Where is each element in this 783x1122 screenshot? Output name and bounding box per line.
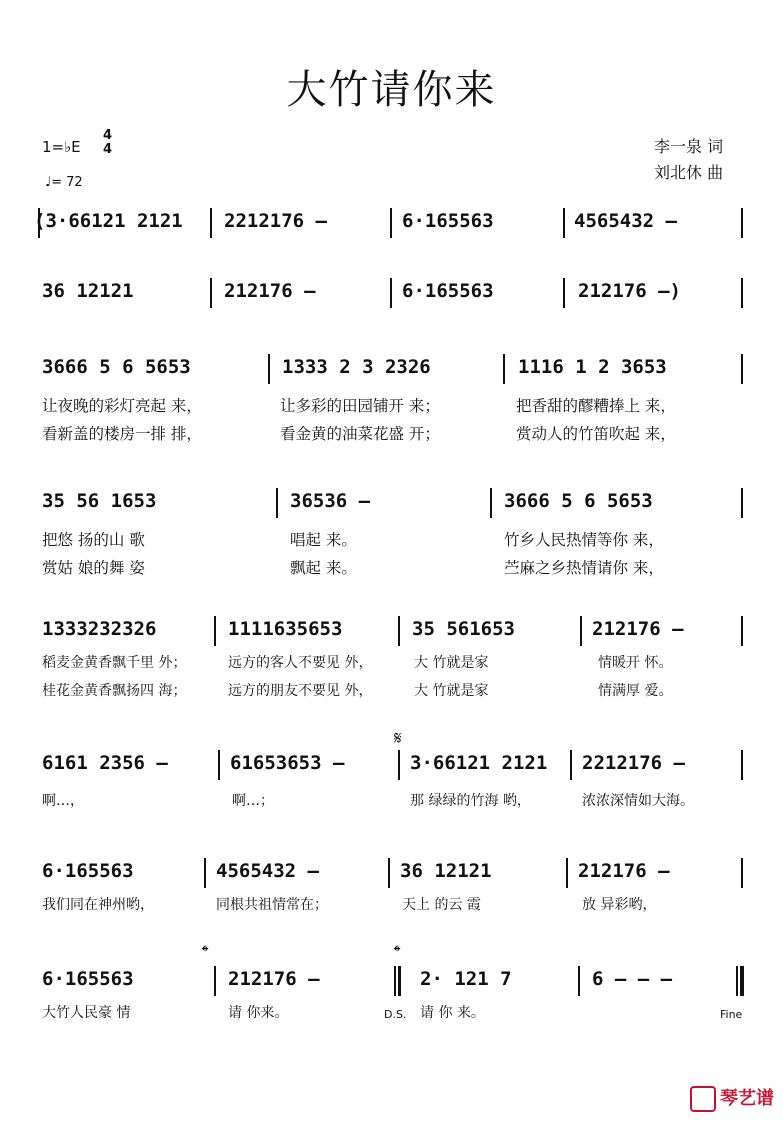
measure: 2· 121 7 (420, 968, 512, 990)
piano-logo-icon (690, 1086, 716, 1112)
measure: 212176 – (224, 280, 316, 302)
measure: 6·165563 (42, 968, 134, 990)
measure: 6161 2356 – (42, 752, 168, 774)
lyric: 啊…， (42, 793, 84, 809)
lyric: 请 你 来。 (420, 1005, 485, 1021)
measure: 2212176 – (582, 752, 685, 774)
time-signature-bottom: 4 (103, 142, 113, 157)
lyric: 竹乡人民热情等你 来， (504, 531, 664, 549)
key-signature: 1=♭E (42, 138, 81, 156)
measure: 1333232326 (42, 618, 157, 640)
lyric: 苎麻之乡热情请你 来， (504, 559, 664, 577)
lyricist-credit: 李一泉 词 (654, 137, 724, 156)
lyric: 看金黄的油菜花盛 开； (280, 425, 440, 443)
measure: 6·165563 (42, 860, 134, 882)
tempo-marking: ♩= 72 (45, 175, 83, 190)
measure: 6 – – – (592, 968, 673, 990)
lyric: 情暖开 怀。 (598, 655, 673, 671)
measure: 4565432 – (574, 210, 677, 232)
page-title: 大竹请你来 (286, 67, 497, 113)
lyric: 大 竹就是家 (414, 683, 489, 699)
lyric: 看新盖的楼房一排 排， (42, 425, 202, 443)
lyric: 让夜晚的彩灯亮起 来， (42, 397, 202, 415)
lyric: 把香甜的醪糟捧上 来， (516, 397, 676, 415)
measure: 6·165563 (402, 280, 494, 302)
measure: 4565432 – (216, 860, 319, 882)
measure: 212176 – (578, 860, 670, 882)
lyric: 把悠 扬的山 歌 (42, 531, 145, 549)
lyric: 同根共祖情常在； (216, 897, 328, 913)
time-signature (103, 129, 112, 157)
lyric: 放 异彩哟， (582, 897, 657, 913)
watermark-logo (690, 1084, 774, 1112)
segno-icon: 𝄋 (394, 728, 402, 749)
coda-icon: 𝄌 (202, 942, 209, 963)
composer-credit: 刘北休 曲 (654, 163, 724, 182)
lyric: 大竹人民豪 情 (42, 1005, 131, 1021)
watermark-text: 琴艺谱 (720, 1088, 774, 1109)
coda-icon: 𝄌 (394, 942, 401, 963)
lyric: 天上 的云 霞 (402, 897, 481, 913)
lyric: 远方的朋友不要见 外， (228, 683, 373, 699)
lyric: 浓浓深情如大海。 (582, 793, 694, 809)
measure: 36536 – (290, 490, 371, 512)
lyric: 请 你来。 (228, 1005, 289, 1021)
measure: 35 56 1653 (42, 490, 157, 512)
measure: 212176 –) (578, 280, 681, 302)
lyric: 情满厚 爱。 (598, 683, 673, 699)
measure: 1116 1 2 3653 (518, 356, 667, 378)
lyric: 我们同在神州哟， (42, 897, 154, 913)
measure: 36 12121 (42, 280, 134, 302)
ds-marking: D.S. (384, 1008, 407, 1021)
measure: (3·66121 2121 (34, 210, 183, 232)
measure: 1111635653 (228, 618, 343, 640)
measure: 61653653 – (230, 752, 345, 774)
lyric: 让多彩的田园铺开 来； (280, 397, 440, 415)
lyric: 那 绿绿的竹海 哟， (410, 793, 531, 809)
fine-marking: Fine (720, 1008, 743, 1021)
measure: 212176 – (592, 618, 684, 640)
measure: 3·66121 2121 (410, 752, 548, 774)
lyric: 桂花金黄香飘扬四 海； (42, 683, 187, 699)
lyric: 飘起 来。 (290, 559, 357, 577)
measure: 3666 5 6 5653 (504, 490, 653, 512)
measure: 1333 2 3 2326 (282, 356, 431, 378)
lyric: 赏姑 娘的舞 姿 (42, 559, 145, 577)
lyric: 稻麦金黄香飘千里 外； (42, 655, 187, 671)
lyric: 远方的客人不要见 外， (228, 655, 373, 671)
lyric: 啊…； (232, 793, 274, 809)
measure: 6·165563 (402, 210, 494, 232)
lyric: 赏动人的竹笛吹起 来， (516, 425, 676, 443)
measure: 212176 – (228, 968, 320, 990)
measure: 3666 5 6 5653 (42, 356, 191, 378)
measure: 36 12121 (400, 860, 492, 882)
time-signature-top: 4 (103, 128, 113, 143)
lyric: 大 竹就是家 (414, 655, 489, 671)
measure: 2212176 – (224, 210, 327, 232)
lyric: 唱起 来。 (290, 531, 357, 549)
measure: 35 561653 (412, 618, 515, 640)
